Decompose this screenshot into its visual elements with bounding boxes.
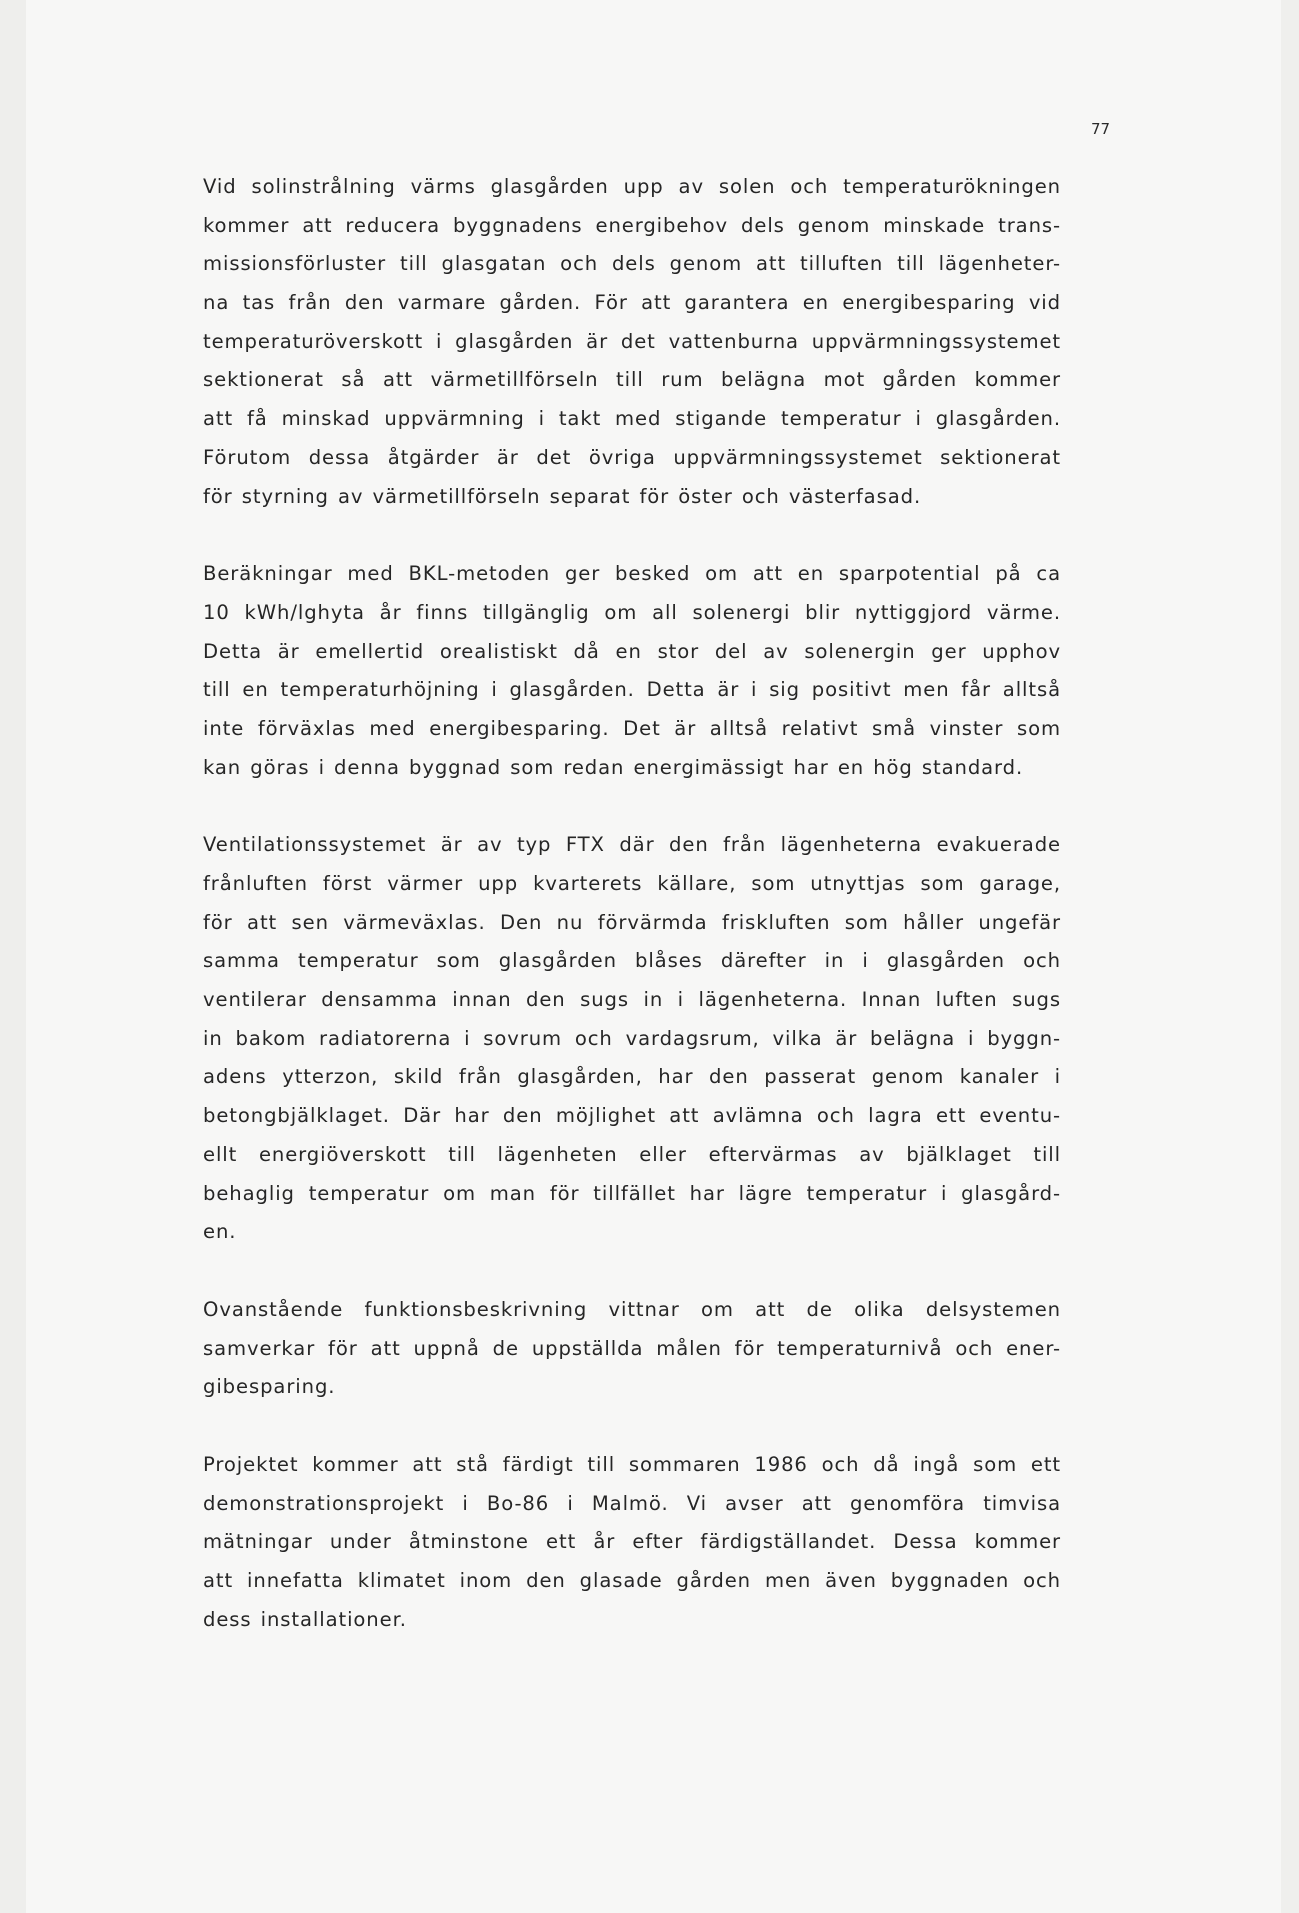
text-line: behaglig temperatur om man för tillfället har lägre temperatur i glasgård- — [203, 1181, 1061, 1205]
text-line: att innefatta klimatet inom den glasade gården men även byggnaden och — [203, 1569, 1061, 1592]
text-line: Beräkningar med BKL-metoden ger besked om att en sparpotential på ca — [203, 562, 1061, 586]
text-line: kommer att reducera byggnadens energibehov dels genom minskade trans- — [203, 213, 1061, 237]
text-line: att få minskad uppvärmning i takt med stigande temperatur i glasgården. — [203, 407, 1061, 431]
paragraph-solar-heating — [203, 168, 1061, 516]
text-line: na tas från den varmare gården. För att garantera en energibesparing vid — [203, 291, 1061, 315]
paragraph-ventilation — [203, 826, 1061, 1252]
paragraph-function-summary — [203, 1291, 1061, 1407]
text-line: Detta är emellertid orealistiskt då en stor del av solenergin ger upphov — [203, 639, 1061, 663]
text-line: dess installationer. — [203, 1607, 407, 1631]
text-line: Projektet kommer att stå färdigt till sommaren 1986 och då ingå som ett — [203, 1452, 1061, 1476]
text-line: Ovanstående funktionsbeskrivning vittnar om att de olika delsystemen — [203, 1297, 1061, 1321]
text-line: missionsförluster till glasgatan och dels genom att tilluften till lägenheter- — [203, 252, 1061, 276]
text-line: demonstrationsprojekt i Bo-86 i Malmö. Vi avser att genomföra timvisa — [203, 1491, 1061, 1515]
text-line: Ventilationssystemet är av typ FTX där den från lägenheterna evakuerade — [203, 833, 1061, 857]
text-line: Vid solinstrålning värms glasgården upp av solen och temperaturökningen — [203, 175, 1061, 198]
body-text — [203, 168, 1061, 1678]
text-line: samverkar för att uppnå de uppställda målen för temperaturnivå och ener- — [203, 1336, 1061, 1360]
text-line: samma temperatur som glasgården blåses därefter in i glasgården och — [203, 949, 1061, 973]
paragraph-energy-calculation — [203, 555, 1061, 787]
text-line: sektionerat så att värmetillförseln till rum belägna mot gården kommer — [203, 368, 1061, 392]
page-number: 77 — [1091, 120, 1111, 138]
text-line: mätningar under åtminstone ett år efter färdigställandet. Dessa kommer — [203, 1530, 1061, 1554]
text-line: ellt energiöverskott till lägenheten eller eftervärmas av bjälklaget till — [203, 1142, 1061, 1166]
text-line: temperaturöverskott i glasgården är det vattenburna uppvärmningssystemet — [203, 329, 1061, 353]
text-line: inte förväxlas med energibesparing. Det är alltså relativt små vinster som — [203, 716, 1061, 740]
text-line: för styrning av värmetillförseln separat för öster och västerfasad. — [203, 484, 922, 508]
text-line: ventilerar densamma innan den sugs in i lägenheterna. Innan luften sugs — [203, 988, 1061, 1012]
text-line: till en temperaturhöjning i glasgården. Detta är i sig positivt men får alltså — [203, 678, 1061, 702]
text-line: Förutom dessa åtgärder är det övriga uppvärmningssystemet sektionerat — [203, 445, 1061, 469]
text-line: gibesparing. — [203, 1375, 336, 1399]
text-line: frånluften först värmer upp kvarterets källare, som utnyttjas som garage, — [203, 872, 1061, 895]
text-line: in bakom radiatorerna i sovrum och vardagsrum, vilka är belägna i byggn- — [203, 1026, 1061, 1050]
text-line: kan göras i denna byggnad som redan energimässigt har en hög standard. — [203, 755, 1024, 779]
text-line: för att sen värmeväxlas. Den nu förvärmda friskluften som håller ungefär — [203, 910, 1061, 934]
text-line: adens ytterzon, skild från glasgården, har den passerat genom kanaler i — [203, 1065, 1061, 1089]
text-line: 10 kWh/lghyta år finns tillgänglig om all solenergi blir nyttiggjord värme. — [203, 600, 1061, 624]
text-line: betongbjälklaget. Där har den möjlighet att avlämna och lagra ett eventu- — [203, 1104, 1061, 1128]
text-line: en. — [203, 1220, 237, 1244]
paragraph-project-status — [203, 1446, 1061, 1639]
